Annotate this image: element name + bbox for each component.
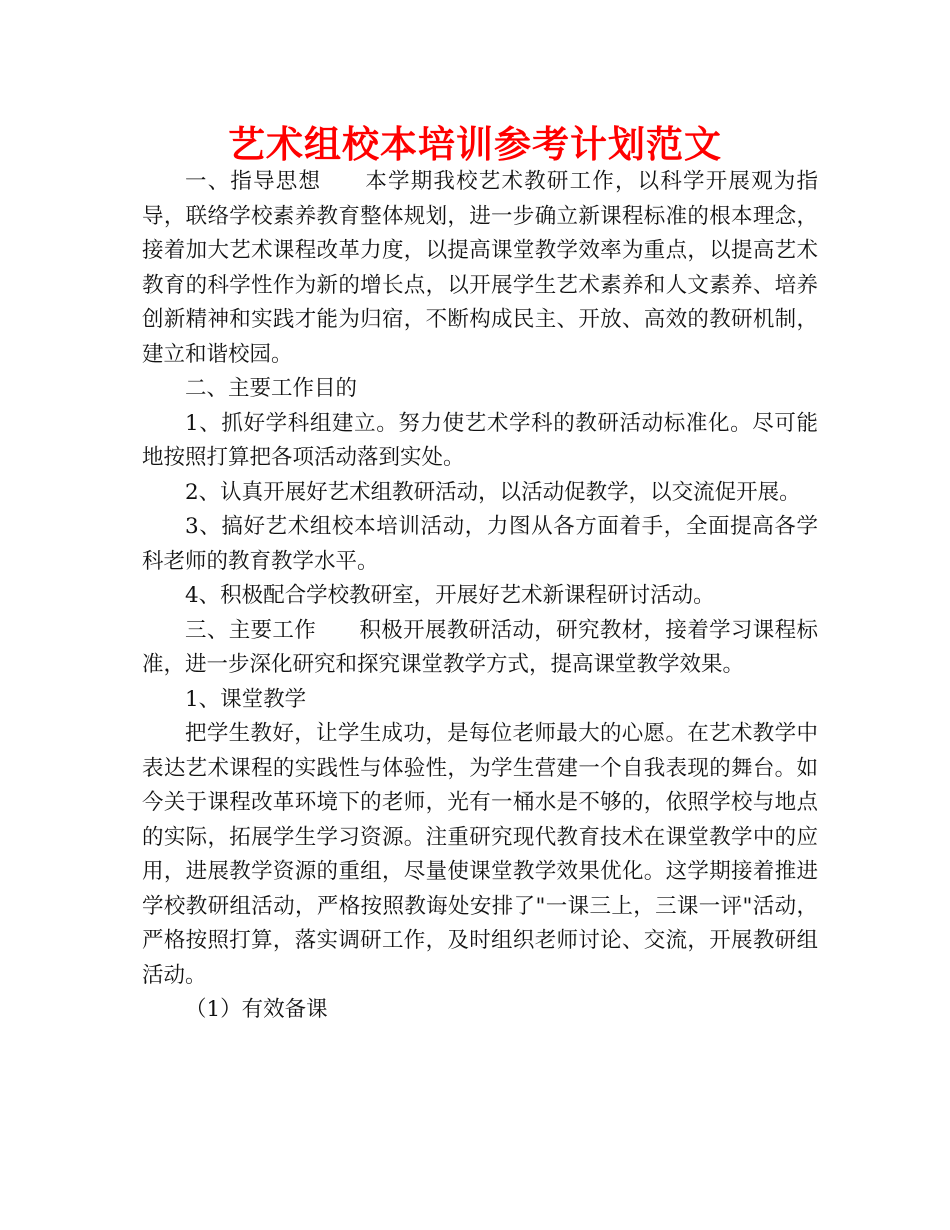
document-body [142, 165, 818, 1028]
goal-item: 1、抓好学科组建立。努力使艺术学科的教研活动标准化。尽可能地按照打算把各项活动落到实处。 [142, 410, 818, 470]
document-title: 艺术组校本培训参考计划范文 [228, 123, 722, 166]
section-heading-goals: 二、主要工作目的 [185, 376, 358, 401]
section-text: 积极开展教研活动，研究教材，接着学习课程标准，进一步深化研究和探究课堂教学方式，提高课堂教学效果。 [142, 617, 818, 677]
section-guiding-ideology [142, 165, 818, 372]
section-main-work [142, 614, 818, 683]
subsection-heading: 1、课堂教学 [185, 686, 307, 712]
goal-item: 4、积极配合学校教研室，开展好艺术新课程研讨活动。 [185, 583, 715, 608]
subsection-item: （1）有效备课 [185, 997, 328, 1022]
goal-item: 3、搞好艺术组校本培训活动，力图从各方面着手，全面提高各学科老师的教育教学水平。 [142, 514, 818, 574]
goal-item: 2、认真开展好艺术组教研活动，以活动促教学，以交流促开展。 [185, 479, 801, 505]
section-heading: 三、主要工作 [185, 617, 317, 643]
section-text: 本学期我校艺术教研工作，以科学开展观为指导，联络学校素养教育整体规划，进一步确立新课程标准的根本理念，接着加大艺术课程改革力度，以提高课堂教学效率为重点，以提高艺术教育的科学性作为新的增长点，以开展学生艺术素养和人文素养、培养创新精神和实践才能为归宿，不断构成民主、开放、高效的教研机制，建立和谐校园。 [142, 169, 818, 367]
subsection-text: 把学生教好，让学生成功，是每位老师最大的心愿。在艺术教学中表达艺术课程的实践性与体验性，为学生营建一个自我表现的舞台。如今关于课程改革环境下的老师，光有一桶水是不够的，依照学校与地点的实际，拓展学生学习资源。注重研究现代教育技术在课堂教学中的应用，进展教学资源的重组，尽量使课堂教学效果优化。这学期接着推进学校教研组活动，严格按照教诲处安排了"一课三上，三课一评"活动，严格按照打算，落实调研工作，及时组织老师讨论、交流，开展教研组活动。 [142, 721, 818, 988]
section-heading: 一、指导思想 [185, 169, 322, 194]
